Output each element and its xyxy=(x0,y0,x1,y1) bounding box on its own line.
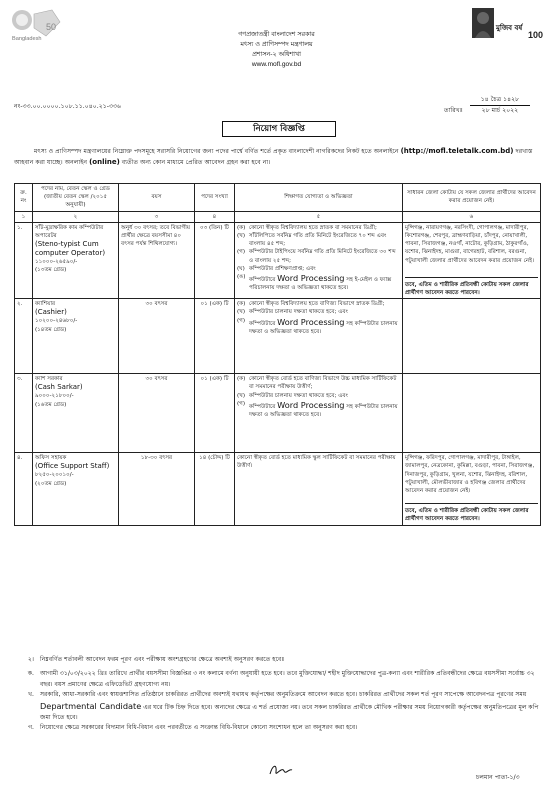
date-bangla: ১৪ চৈত্র ১৪২৮ xyxy=(470,95,530,106)
qual-item: (ক) কোনো স্বীকৃত বিশ্ববিদ্যালয় হতে বাণিজ্য বিভাগে স্নাতক ডিগ্রী; xyxy=(237,301,385,308)
post-name-bn: ক্যাশিয়ার xyxy=(35,301,56,308)
row-qualification xyxy=(235,299,403,374)
row-qualification: কোনো স্বীকৃত বোর্ড হতে মাধ্যমিক স্কুল সার্টিফিকেট বা সমমানের পরীক্ষায় উত্তীর্ণ। xyxy=(235,453,403,525)
header-count: পদের সংখ্যা xyxy=(195,184,235,212)
header-post: পদের নাম, বেতন স্কেল ও গ্রেড (জাতীয় বেতন স্কেল /২০১৫ অনুযায়ী) xyxy=(33,184,119,212)
memo-number: নং-৩৩.০০.০০০০.১০৮.১১.০৪০.২১-৩৩৬ xyxy=(14,103,122,110)
qual-item: (ঘ) কম্পিউটার প্রশিক্ষণপ্রাপ্ত; এবং xyxy=(237,265,316,272)
signature xyxy=(268,762,294,778)
date-english: ২৮ মার্চ ২০২২ xyxy=(481,107,519,114)
col-number: ৩ xyxy=(119,211,195,222)
district-note: তবে, এতিম ও শারীরিক প্রতিবন্ধী কোটায় সকল জেলার প্রার্থীগণ আবেদন করতে পারবেন। xyxy=(405,503,538,523)
grade: (২০তম গ্রেড) xyxy=(35,480,67,487)
col-number: ৪ xyxy=(195,211,235,222)
qual-item: (গ) কম্পিউটার টাইপিংয়ে সর্বনিম্ন গতি প্রতি মিনিটে ইংরেজিতে ৩০ শব্দ ও বাংলায় ২৫ শব্দ; xyxy=(237,249,396,264)
header-age: বয়স xyxy=(119,184,195,212)
qual-item: (গ) কম্পিউটারে Word Processing সহ কম্পিউটার চালনায় দক্ষতা ও অভিজ্ঞতা থাকতে হবে। xyxy=(237,316,398,335)
condition-item: ক. আগামী ৩১/০৩/২০২২ খ্রিঃ তারিখে প্রার্থীর বয়সসীমা বিজ্ঞপ্তির ৩ নং কলামে বর্ণনা অনুযায়ী হতে হবে। তবে মুক্তিযোদ্ধা/ শহীদ মুক্তিযোদ্ধাদের পুত্র-কন্যা এবং শারীরিক প্রতিবন্ধীদের ক্ষেত্রে বয়সসীমা সর্বোচ্চ ৩২ বছর। বয়স প্রমাণের ক্ষেত্রে এফিডেভিট গ্রহণযোগ্য নয়। xyxy=(27,670,535,688)
logo-left-number: 50 xyxy=(46,22,57,32)
post-name-en: (Cash Sarkar) xyxy=(35,383,83,392)
grade: (১৬তম গ্রেড) xyxy=(35,401,67,408)
pay-scale: ৮২৫০-২০০১০/- xyxy=(35,472,74,479)
excluded-districts: মুন্সিগঞ্জ, নারায়ণগঞ্জ, নরসিংদী, গোপালগঞ্জ, মাদারীপুর, কিশোরগঞ্জ, শেরপুর, ব্রাহ্মণবাড়িয়া, চাঁদপুর, নোয়াখালী, পাবনা, সিরাজগঞ্জ, নওগাঁ, নাটোর, কুড়িগ্রাম, ঠাকুরগাঁও, যশোর, ঝিনাইদহ, মাগুরা, বাগেরহাট, বরিশাল, বরগুনা, পটুয়াখালী জেলার প্রার্থীদের আবেদন করার প্রয়োজন নেই। xyxy=(405,224,534,264)
page-title: নিয়োগ বিজ্ঞপ্তি xyxy=(222,121,336,137)
row-count: ১৪ (চৌদ্দ) টি xyxy=(195,453,235,525)
header-line-3: প্রশাসন-২ অধিশাখা xyxy=(252,51,301,58)
qual-item: (খ) কম্পিউটার চালনায় দক্ষতা থাকতে হবে; এবং xyxy=(237,309,348,316)
post-name-en: (Cashier) xyxy=(35,308,67,317)
row-age: ৩০ বৎসর xyxy=(119,374,195,453)
post-name-en: (Office Support Staff) xyxy=(35,462,110,471)
district-note: তবে, এতিম ও শারীরিক প্রতিবন্ধী কোটায় সকল জেলার প্রার্থীগণ আবেদন করতে পারবেন। xyxy=(405,277,538,297)
qual-item: (গ) কম্পিউটারে Word Processing সহ কম্পিউটার চালনায় দক্ষতা ও অভিজ্ঞতা থাকতে হবে। xyxy=(237,399,398,419)
row-district xyxy=(403,374,541,453)
column-number-row xyxy=(15,211,541,222)
row-count: ০৩ (তিন) টি xyxy=(195,222,235,298)
post-name-bn: অফিস সহায়ক xyxy=(35,455,67,462)
row-age: অনুর্ধ ৩০ বৎসর; তবে বিভাগীয় প্রার্থীর ক্ষেত্রে বয়সসীমা ৪০ বৎসর পর্যন্ত শিথিলযোগ্য। xyxy=(119,222,195,298)
row-age: ১৮-৩০ বৎসর xyxy=(119,453,195,525)
logo-left-text: Bangladesh xyxy=(12,36,42,42)
conditions-heading: ২। নিম্নবর্ণিত শর্তাবলী আবেদন ফরম পূরণ এবং পরীক্ষায় অংশগ্রহণের ক্ষেত্রে অবশ্যই অনুসরণ করতে হবেঃ xyxy=(27,656,285,663)
intro-text-2: দরখাস্ত আহবান করা যাচ্ছে। অনলাইন xyxy=(14,148,533,166)
application-url[interactable]: (http://mofl.teletalk.com.bd) xyxy=(400,147,514,155)
intro-paragraph xyxy=(14,146,538,168)
excluded-districts: মুন্সিগঞ্জ, ফরিদপুর, গোপালগঞ্জ, মাদারীপুর, টাঙ্গাইল, জামালপুর, নেত্রকোনা, কুমিল্লা, বগুড়া, পাবনা, সিরাজগঞ্জ, দিনাজপুর, কুড়িগ্রাম, খুলনা, যশোর, ঝিনাইদহ, বরিশাল, পটুয়াখালী, মৌলভীবাজার ও হবিগঞ্জ জেলার প্রার্থীদের আবেদন করার প্রয়োজন নেই। xyxy=(405,455,535,495)
date-label: তারিখঃ xyxy=(444,107,463,114)
qual-item: (খ) কম্পিউটার চালনায় দক্ষতা থাকতে হবে; এবং xyxy=(237,392,348,399)
logo-right-text: মুজিব বর্ষ xyxy=(496,24,523,32)
table-row xyxy=(15,299,541,374)
col-number: ১ xyxy=(15,211,33,222)
qual-item: (ক) কোনো স্বীকৃত বিশ্ববিদ্যালয় হতে স্নাতক বা সমমানের ডিগ্রী; xyxy=(237,224,377,231)
table-row xyxy=(15,374,541,453)
row-post xyxy=(33,299,119,374)
date-block xyxy=(444,95,530,116)
intro-online: (online) xyxy=(89,158,120,166)
qual-item: (ঙ) কম্পিউটারে Word Processing সহ ই-মেইল ও ফ্যাক্স পরিচালনায় দক্ষতা ও অভিজ্ঞতা থাকতে হবে। xyxy=(237,273,392,292)
pay-scale: ১১০০০-২৬৫৯০/- xyxy=(35,259,78,266)
row-post xyxy=(33,374,119,453)
header-line-2: মৎস্য ও প্রাণিসম্পদ মন্ত্রণালয় xyxy=(240,41,313,48)
row-sl: ৩. xyxy=(15,374,33,453)
header-line-1: গণপ্রজাতন্ত্রী বাংলাদেশ সরকার xyxy=(238,31,315,38)
row-sl: ২. xyxy=(15,299,33,374)
qual-item: (খ) সাঁটলিপিতে সর্বনিম্ন গতি প্রতি মিনিটে ইংরেজিতে ৭০ শব্দ এবং বাংলায় ৪৫ শব্দ; xyxy=(237,233,387,248)
condition-item: গ. নিয়োগের ক্ষেত্রে সরকারের বিদ্যমান বিধি-বিধান এবং পরবর্তীতে এ সংক্রান্ত বিধি-বিধানে কোনো সংশোধন হলে তা অনুসরণ করা হবে। xyxy=(28,724,358,732)
row-sl: ১. xyxy=(15,222,33,298)
post-name-bn: ক্যাশ সরকার xyxy=(35,376,63,383)
header-sl: ক্র. নং xyxy=(15,184,33,212)
post-name-bn: সাঁট-মুদ্রাক্ষরিক কাম কম্পিউটার অপারেটর xyxy=(35,224,104,240)
condition-item: খ. সরকারি, আধা-সরকারি এবং স্বায়ত্তশাসিত প্রতিষ্ঠানে চাকরিরত প্রার্থীদের অবশ্যই যথাযথ কর্তৃপক্ষের অনুমতিক্রমে আবেদন করতে হবে। চাকরিরত প্রার্থীদের সকল শর্ত পূরণ সাপেক্ষে আবেদনপত্র পূরণের সময় Departmental Candidate এর ঘরে টিক চিহ্ন দিতে হবে। অন্যদের ক্ষেত্রে এ শর্ত প্রযোজ্য নয়। তবে সকল চাকরিরত প্রার্থীকে মৌখিক পরীক্ষার সময় নিয়োগকারী কর্তৃপক্ষের অনুমতিপত্রের মূল কপি জমা দিতে হবে। xyxy=(28,691,539,722)
vacancy-table xyxy=(14,183,541,526)
row-sl: ৪. xyxy=(15,453,33,525)
page-continuation: চলমান পাতা-১/৩ xyxy=(476,774,520,781)
row-district xyxy=(403,222,541,298)
pay-scale: ১০২০০-২৪৬৮০/- xyxy=(35,318,78,325)
row-qualification xyxy=(235,222,403,298)
table-row xyxy=(15,222,541,298)
row-count: ০১ (এক) টি xyxy=(195,299,235,374)
row-post xyxy=(33,222,119,298)
row-district xyxy=(403,453,541,525)
letterhead xyxy=(0,30,553,70)
header-website[interactable]: www.mofl.gov.bd xyxy=(251,61,302,68)
header-qualification: শিক্ষাগত যোগ্যতা ও অভিজ্ঞতা xyxy=(235,184,403,212)
table-header-row xyxy=(15,184,541,212)
qual-item: (ক) কোনো স্বীকৃত বোর্ড হতে বাণিজ্য বিভাগে উচ্চ মাধ্যমিক সার্টিফিকেট বা সমমানের পরীক্ষায় উত্তীর্ণ; xyxy=(237,376,397,391)
row-qualification xyxy=(235,374,403,453)
post-name-en: (Steno-typist Cum computer Operator) xyxy=(35,240,106,258)
row-count: ০১ (এক) টি xyxy=(195,374,235,453)
col-number: ৬ xyxy=(403,211,541,222)
header-district: সাধারন জেলা কোটায় যে সকল জেলার প্রার্থীদের আবেদন করার প্রয়োজন নেই। xyxy=(403,184,541,212)
intro-text-1: মৎস্য ও প্রাণিসম্পদ মন্ত্রণালয়ের নিম্নোক্ত পদসমূহে সরাসরি নিয়োগের জন্য পদের পার্শ্বে বর্ণিত শর্তে প্রকৃত বাংলাদেশী নাগরিকদের নিকট হতে অনলাইনে xyxy=(34,148,399,155)
grade: (১৪তম গ্রেড) xyxy=(35,326,67,333)
row-district xyxy=(403,299,541,374)
row-age: ৩০ বৎসর xyxy=(119,299,195,374)
grade: (১৩তম গ্রেড) xyxy=(35,267,67,274)
table-row xyxy=(15,453,541,525)
row-post xyxy=(33,453,119,525)
col-number: ৫ xyxy=(235,211,403,222)
col-number: ২ xyxy=(33,211,119,222)
logo-right-number: 100 xyxy=(528,30,544,40)
intro-text-3: ব্যতীত অন্য কোন মাধ্যমে প্রেরিত আবেদন গ্রহন করা হবে না। xyxy=(121,159,271,166)
conditions-section xyxy=(14,655,544,734)
pay-scale: ৯০০০-২১৮০০/- xyxy=(35,393,74,400)
